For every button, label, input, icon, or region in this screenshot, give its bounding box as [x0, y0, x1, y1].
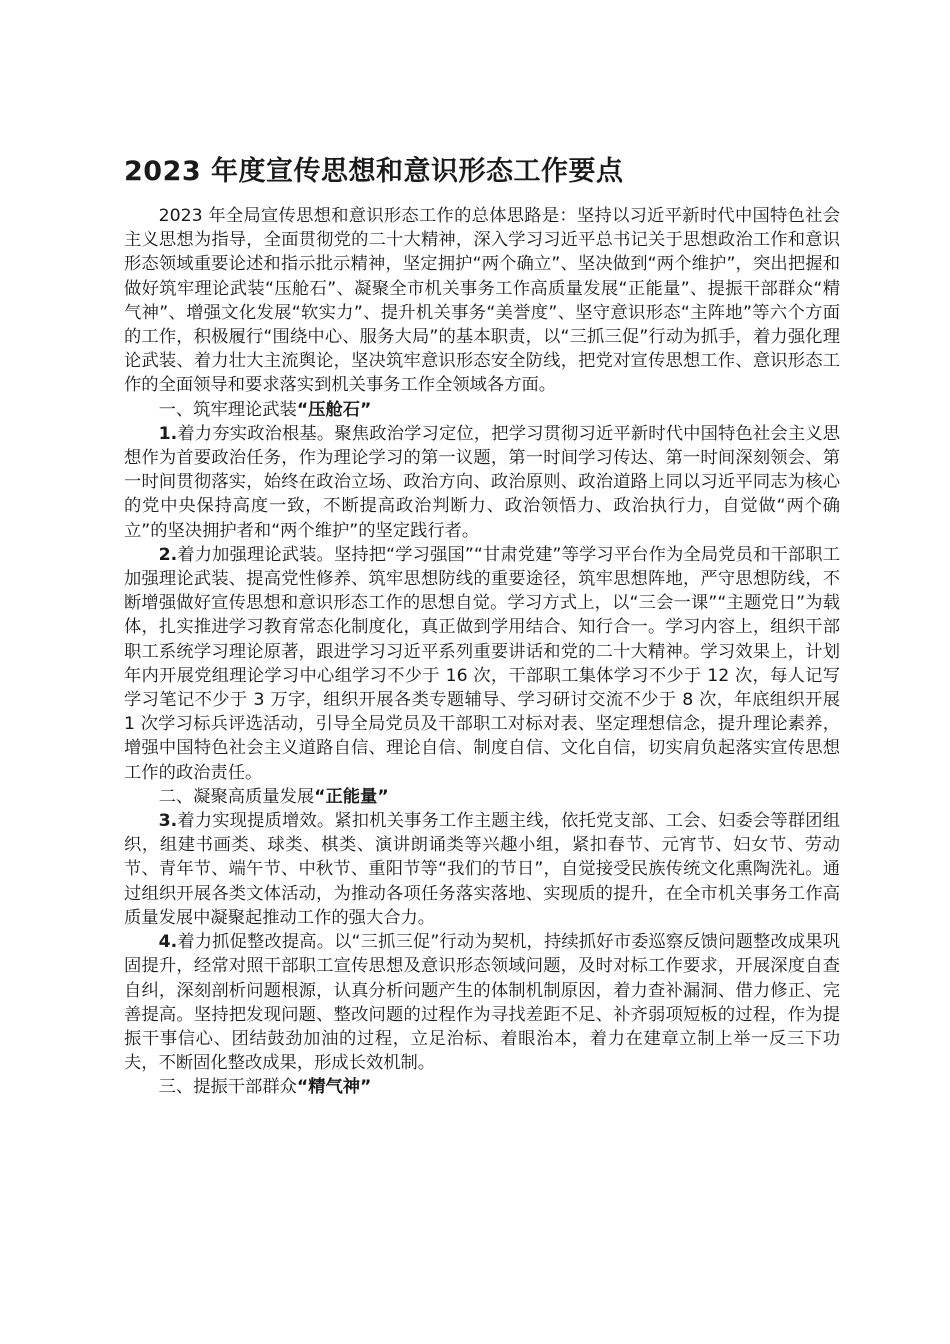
- section-heading-1-highlight: “压舱石”: [296, 399, 372, 420]
- item-paragraph-1: [124, 422, 840, 543]
- item-text-2: 着力加强理论武装。坚持把“学习强国”“甘肃党建”等学习平台作为全局党员和干部职工加强理论武装、提高党性修养、筑牢思想防线的重要途径，筑牢思想阵地，严守思想防线，不断增强做好宣传思想和意识形态工作的思想自觉。学习方式上，以“三会一课”“主题党日”为载体，扎实推进学习教育常态化制度化，真正做到学用结合、知行合一。学习内容上，组织干部职工系统学习理论原著，跟进学习习近平系列重要讲话和党的二十大精神。学习效果上，计划年内开展党组理论学习中心组学习不少于 16 次，干部职工集体学习不少于 12 次，每人记写学习笔记不少于 3 万字，组织开展各类专题辅导、学习研讨交流不少于 8 次，年底组织开展 1 次学习标兵评选活动，引导全局党员及干部职工对标对表、坚定理想信念，提升理论素养，增强中国特色社会主义道路自信、理论自信、制度自信、文化自信，切实肩负起落实宣传思想工作的政治责任。: [124, 544, 840, 783]
- document-title: 2023 年度宣传思想和意识形态工作要点: [124, 156, 624, 187]
- item-number-3: 3.: [158, 811, 178, 832]
- item-text-3: 着力实现提质增效。紧扣机关事务工作主题主线，依托党支部、工会、妇委会等群团组织，组建书画类、球类、棋类、演讲朗诵类等兴趣小组，紧扣春节、元宵节、妇女节、劳动节、青年节、端午节、中秋节、重阳节等“我们的节日”，自觉接受民族传统文化熏陶洗礼。通过组织开展各类文体活动，为推动各项任务落实落地、实现质的提升，在全市机关事务工作高质量发展中凝聚起推动工作的强大合力。: [124, 811, 840, 928]
- item-paragraph-3: [124, 809, 840, 930]
- section-heading-2-prefix: 二、凝聚高质量发展: [158, 786, 315, 807]
- section-heading-3-prefix: 三、提振干部群众: [158, 1077, 297, 1098]
- section-heading-1: [124, 398, 840, 422]
- item-text-1: 着力夯实政治根基。聚焦政治学习定位，把学习贯彻习近平新时代中国特色社会主义思想作为首要政治任务，作为理论学习的第一议题，第一时间学习传达、第一时间深刻领会、第一时间贯彻落实，始终在政治立场、政治方向、政治原则、政治道路上同以习近平同志为核心的党中央保持高度一致，不断提高政治判断力、政治领悟力、政治执行力，自觉做“两个确立”的坚决拥护者和“两个维护”的坚定践行者。: [124, 423, 840, 541]
- section-heading-3: [124, 1075, 840, 1099]
- section-heading-1-prefix: 一、筑牢理论武装: [158, 399, 297, 420]
- item-number-2: 2.: [158, 544, 178, 565]
- item-paragraph-4: [124, 930, 840, 1075]
- item-number-4: 4.: [158, 932, 178, 953]
- section-heading-3-highlight: “精气神”: [296, 1077, 372, 1098]
- item-paragraph-2: [124, 543, 840, 785]
- document-page: [124, 152, 840, 1100]
- item-text-4: 着力抓促整改提高。以“三抓三促”行动为契机，持续抓好市委巡察反馈问题整改成果巩固提升，经常对照干部职工宣传思想及意识形态领域问题，及时对标工作要求，开展深度自查自纠，深刻剖析问题根源，认真分析问题产生的体制机制原因，着力查补漏洞、借力修正、完善提高。坚持把发现问题、整改问题的过程作为寻找差距不足、补齐弱项短板的过程，作为提振干事信心、团结鼓劲加油的过程，立足治标、着眼治本，着力在建章立制上举一反三下功夫，不断固化整改成果，形成长效机制。: [124, 932, 840, 1074]
- intro-paragraph: 2023 年全局宣传思想和意识形态工作的总体思路是：坚持以习近平新时代中国特色社会主义思想为指导，全面贯彻党的二十大精神，深入学习习近平总书记关于思想政治工作和意识形态领域重要论述和指示批示精神，坚定拥护“两个确立”、坚决做到“两个维护”，突出把握和做好筑牢理论武装“压舱石”、凝聚全市机关事务工作高质量发展“正能量”、提振干部群众“精气神”、增强文化发展“软实力”、提升机关事务“美誉度”、坚守意识形态“主阵地”等六个方面的工作，积极履行“围绕中心、服务大局”的基本职责，以“三抓三促”行动为抓手，着力强化理论武装、着力壮大主流舆论，坚决筑牢意识形态安全防线，把党对宣传思想工作、意识形态工作的全面领导和要求落实到机关事务工作全领域各方面。: [124, 206, 840, 396]
- section-heading-2: [124, 785, 840, 809]
- section-heading-2-highlight: “正能量”: [314, 786, 389, 807]
- item-number-1: 1.: [158, 423, 178, 444]
